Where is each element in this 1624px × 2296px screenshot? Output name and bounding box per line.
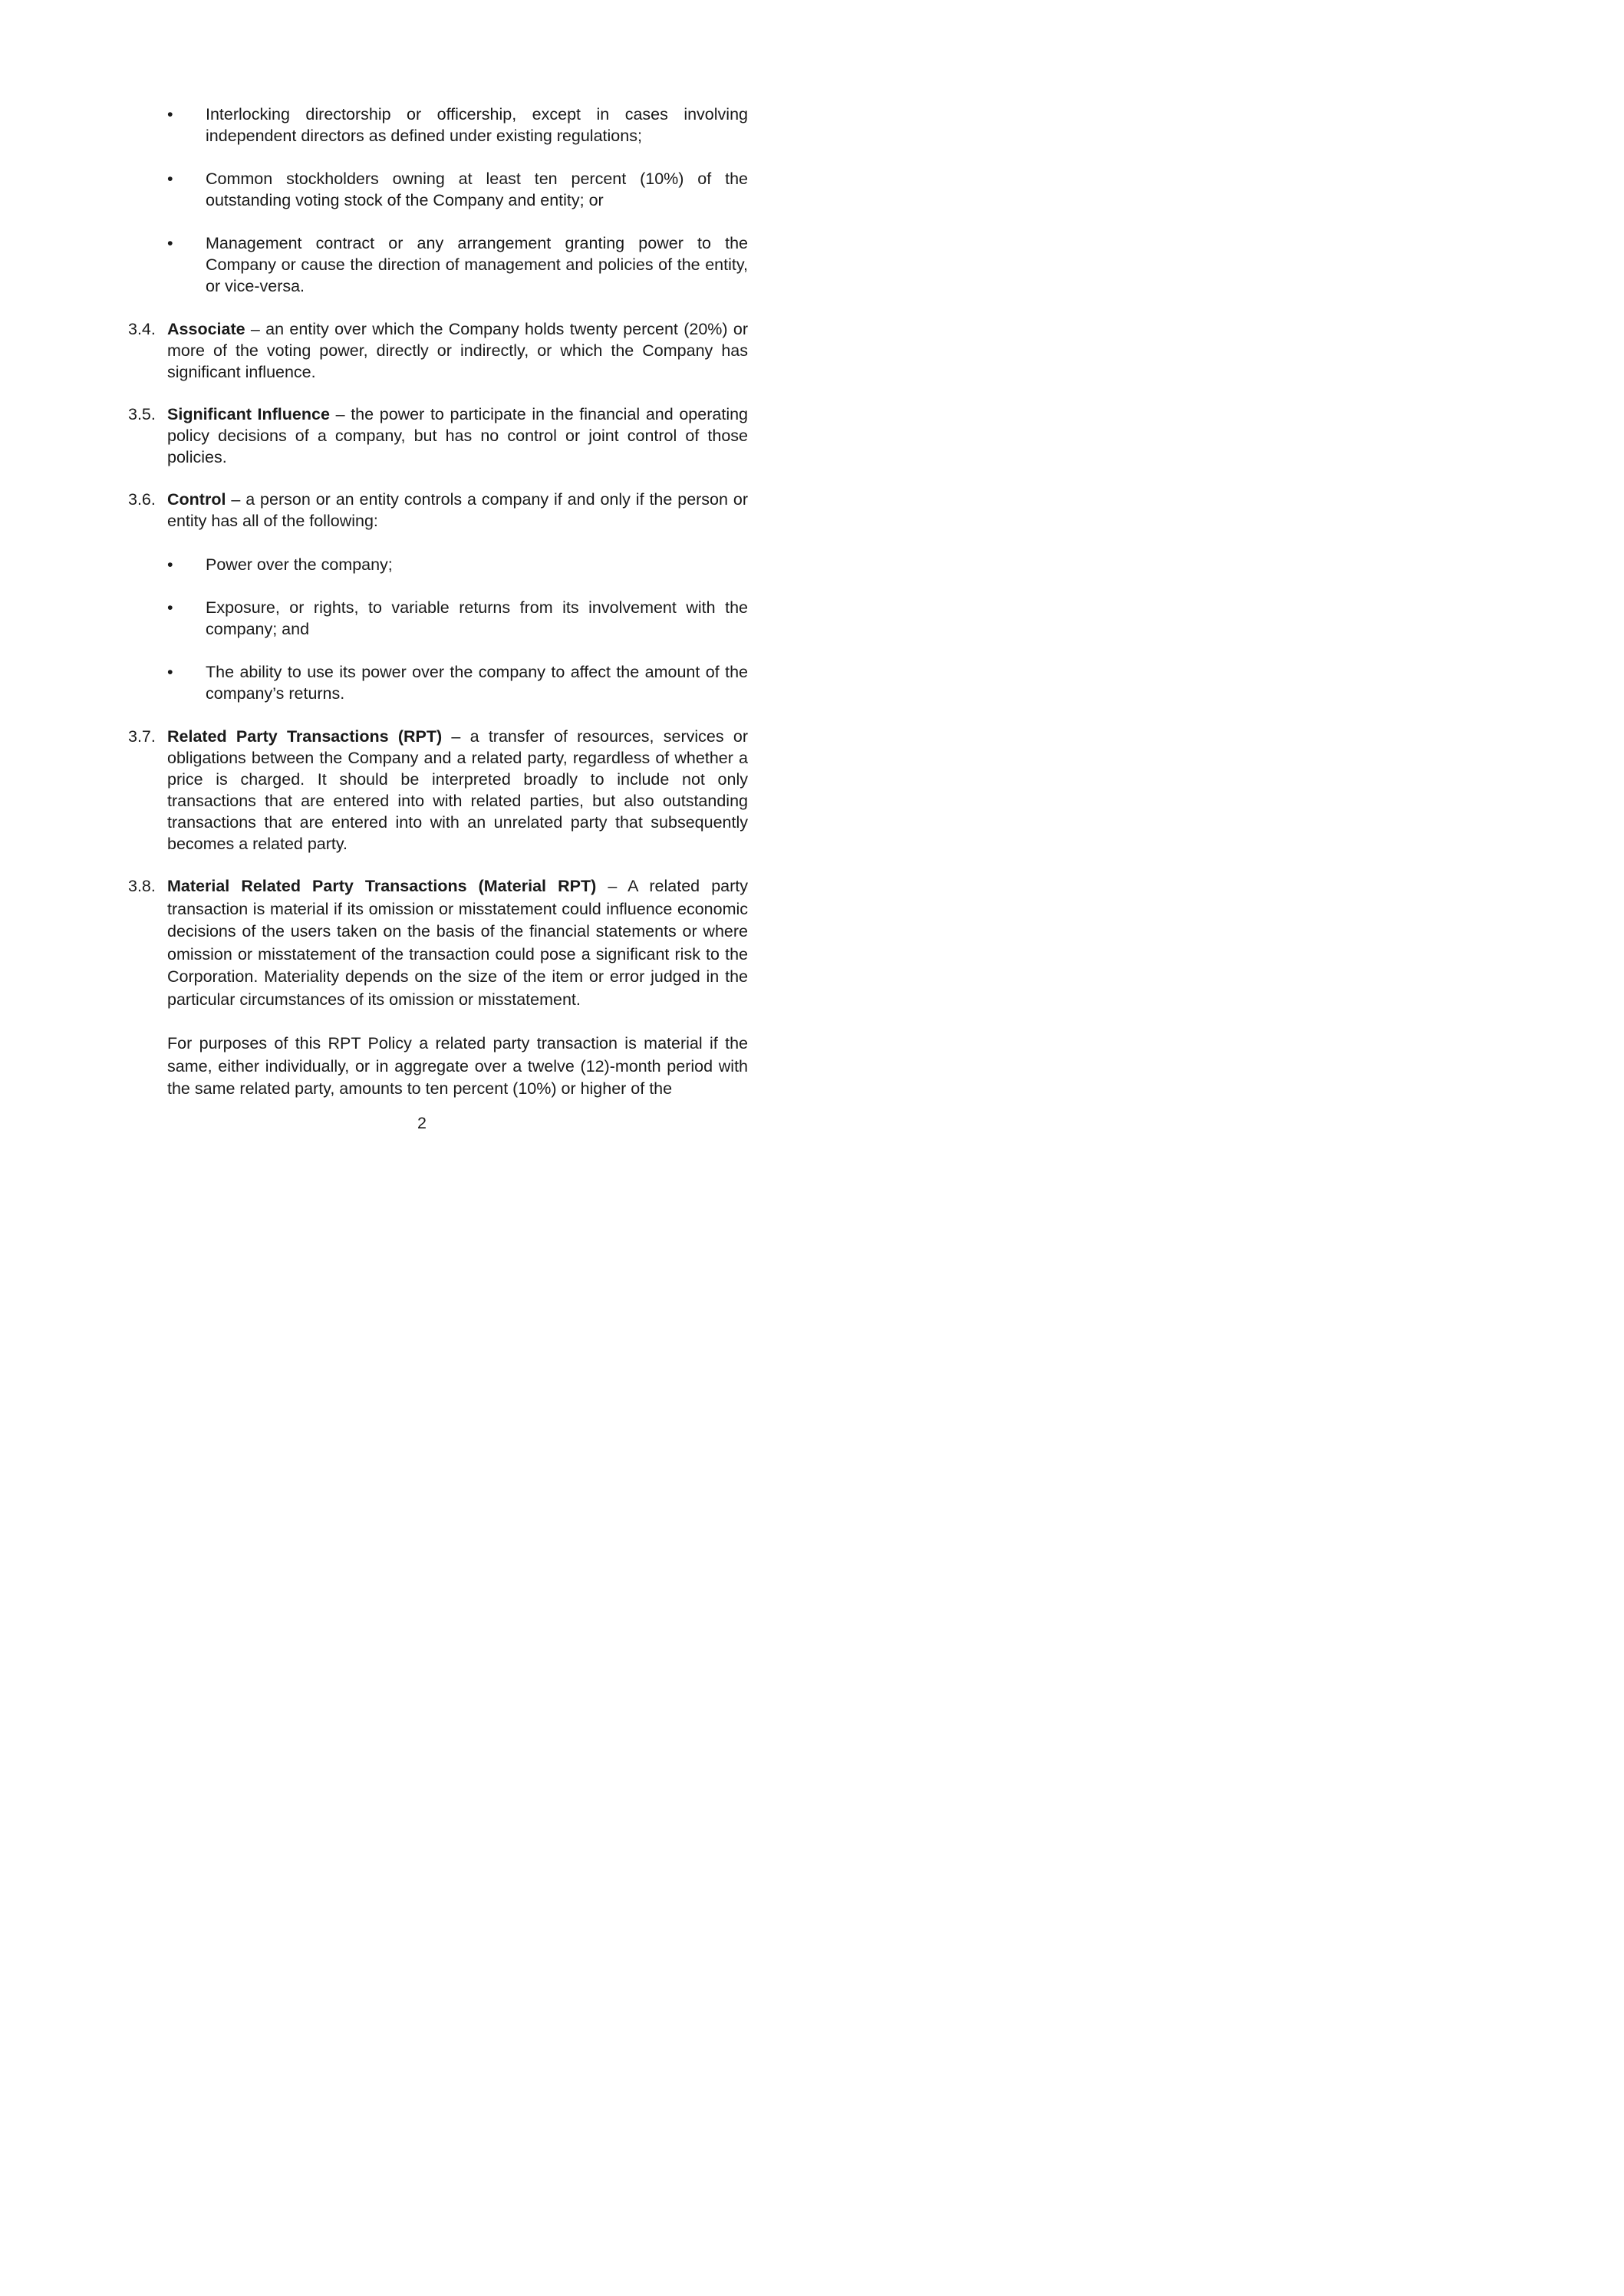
bullet-icon: • [167, 555, 173, 574]
bullet-text: Interlocking directorship or officership, except in cases involving independent directors as defined under existing regulations; [206, 105, 748, 145]
section-3-5-significant-influence [128, 404, 748, 468]
definition-text: – an entity over which the Company holds twenty percent (20%) or more of the voting power, directly or indirectly, or which the Company has significant influence. [167, 320, 748, 381]
defined-term: Significant Influence [167, 405, 330, 423]
bullet-icon: • [167, 170, 173, 188]
page-number: 2 [417, 1114, 427, 1132]
section-number: 3.5. [128, 405, 156, 423]
bullet-icon: • [167, 663, 173, 681]
section-body [167, 404, 748, 468]
section-body [167, 726, 748, 855]
bullet-icon: • [167, 105, 173, 124]
section-body [167, 489, 748, 532]
section-3-4-associate [128, 318, 748, 383]
bullet-text: Management contract or any arrangement granting power to the Company or cause the direction of management and policies of the entity, or vice-versa. [206, 234, 748, 295]
defined-term: Material Related Party Transactions (Material RPT) [167, 877, 597, 895]
rpt-policy-paragraph: For purposes of this RPT Policy a related party transaction is material if the same, either individually, or in aggregate over a twelve (12)-month period with the same related party, amounts to ten percent (10%) or higher of the [167, 1034, 748, 1098]
definition-text: – a person or an entity controls a company if and only if the person or entity has all of the following: [167, 490, 748, 530]
bullet-icon: • [167, 234, 173, 252]
section-number: 3.6. [128, 490, 156, 509]
section-3-7-related-party-transactions [128, 726, 748, 855]
section-number: 3.7. [128, 727, 156, 746]
list-item [167, 554, 748, 575]
bullet-text: Power over the company; [206, 555, 393, 574]
bullet-list-control [167, 554, 748, 704]
defined-term: Related Party Transactions (RPT) [167, 727, 443, 746]
list-item [167, 168, 748, 211]
section-body [167, 875, 748, 1011]
bullet-text: Exposure, or rights, to variable returns from its involvement with the company; and [206, 598, 748, 638]
defined-term: Control [167, 490, 226, 509]
section-number: 3.4. [128, 320, 156, 338]
list-item [167, 597, 748, 640]
list-item [167, 104, 748, 147]
bullet-text: The ability to use its power over the company to affect the amount of the company’s returns. [206, 663, 748, 703]
definition-text: – the power to participate in the financial and operating policy decisions of a company, but has no control or joint control of those policies. [167, 405, 749, 466]
bullet-list-relationships [167, 104, 748, 297]
bullet-icon: • [167, 598, 173, 617]
definition-text: – A related party transaction is material if its omission or misstatement could influence economic decisions of the users taken on the basis of the financial statements or where omission or misstatement of the transaction could pose a significant risk to the Corporation. Materiality depends on the size of the item or error judged in the particular circumstances of its omission or misstatement. [167, 877, 749, 1009]
section-3-8-material-rpt [128, 875, 748, 1011]
list-item [167, 232, 748, 297]
section-body [167, 318, 748, 383]
defined-term: Associate [167, 320, 245, 338]
section-3-6-control [128, 489, 748, 532]
definition-text: – a transfer of resources, services or obligations between the Company and a related party, regardless of whether a price is charged. It should be interpreted broadly to include not only transactions that are entered into with related parties, but also outstanding transactions that are entered into with an unrelated party that subsequently becomes a related party. [167, 727, 748, 853]
document-page [0, 0, 844, 1193]
list-item [167, 661, 748, 704]
bullet-text: Common stockholders owning at least ten percent (10%) of the outstanding voting stock of the Company and entity; or [206, 170, 748, 209]
section-number: 3.8. [128, 877, 156, 895]
